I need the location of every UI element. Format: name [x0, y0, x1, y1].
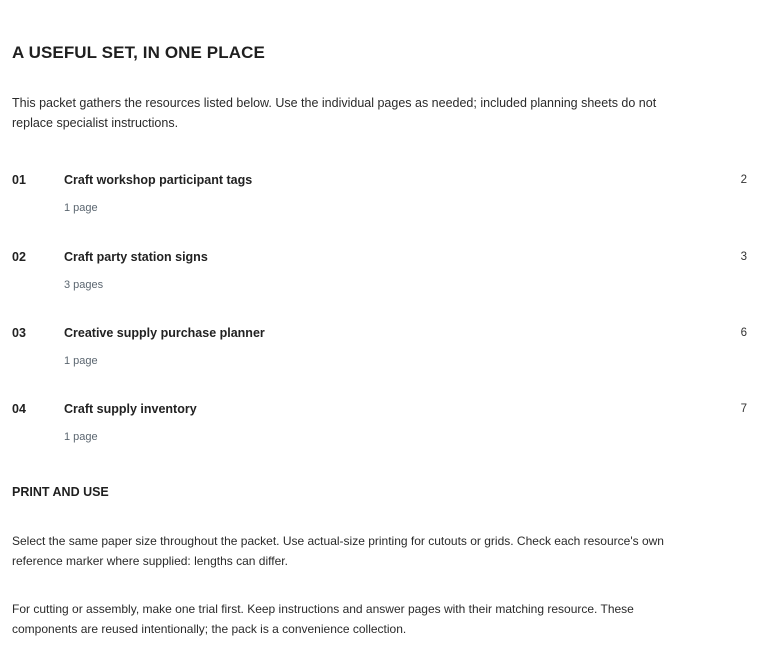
- contents-item-title: Craft supply inventory: [64, 402, 197, 416]
- contents-item: [12, 173, 748, 223]
- contents-item: [12, 250, 748, 300]
- contents-item: [12, 402, 748, 452]
- contents-item-page-number: 2: [740, 174, 747, 186]
- print-paragraph: Select the same paper size throughout the packet. Use actual-size printing for cutouts or grids. Check each resource's own reference marker where supplied: lengths can differ.: [12, 534, 664, 568]
- contents-item-page-count: 3 pages: [64, 279, 104, 291]
- contents-item-page-number: 3: [740, 251, 747, 263]
- contents-item-number: 03: [12, 326, 26, 340]
- contents-item-number: 01: [12, 173, 26, 187]
- print-section-heading: PRINT AND USE: [12, 485, 109, 499]
- contents-item-page-count: 1 page: [64, 431, 98, 443]
- page-title: A USEFUL SET, IN ONE PLACE: [12, 43, 265, 62]
- intro-paragraph: This packet gathers the resources listed below. Use the individual pages as needed; included planning sheets do not replace specialist instructions.: [12, 96, 657, 130]
- contents-item-page-count: 1 page: [64, 355, 98, 367]
- contents-item-page-number: 6: [740, 327, 747, 339]
- contents-item-title: Craft workshop participant tags: [64, 173, 253, 187]
- contents-item-title: Creative supply purchase planner: [64, 326, 265, 340]
- print-paragraph: For cutting or assembly, make one trial first. Keep instructions and answer pages with their matching resource. These components are reused intentionally; the pack is a convenience collection.: [12, 602, 634, 636]
- contents-item-number: 02: [12, 250, 26, 264]
- contents-item-number: 04: [12, 402, 26, 416]
- contents-item-page-count: 1 page: [64, 202, 98, 214]
- contents-item: [12, 326, 748, 376]
- contents-item-page-number: 7: [740, 403, 747, 415]
- contents-item-title: Craft party station signs: [64, 250, 208, 264]
